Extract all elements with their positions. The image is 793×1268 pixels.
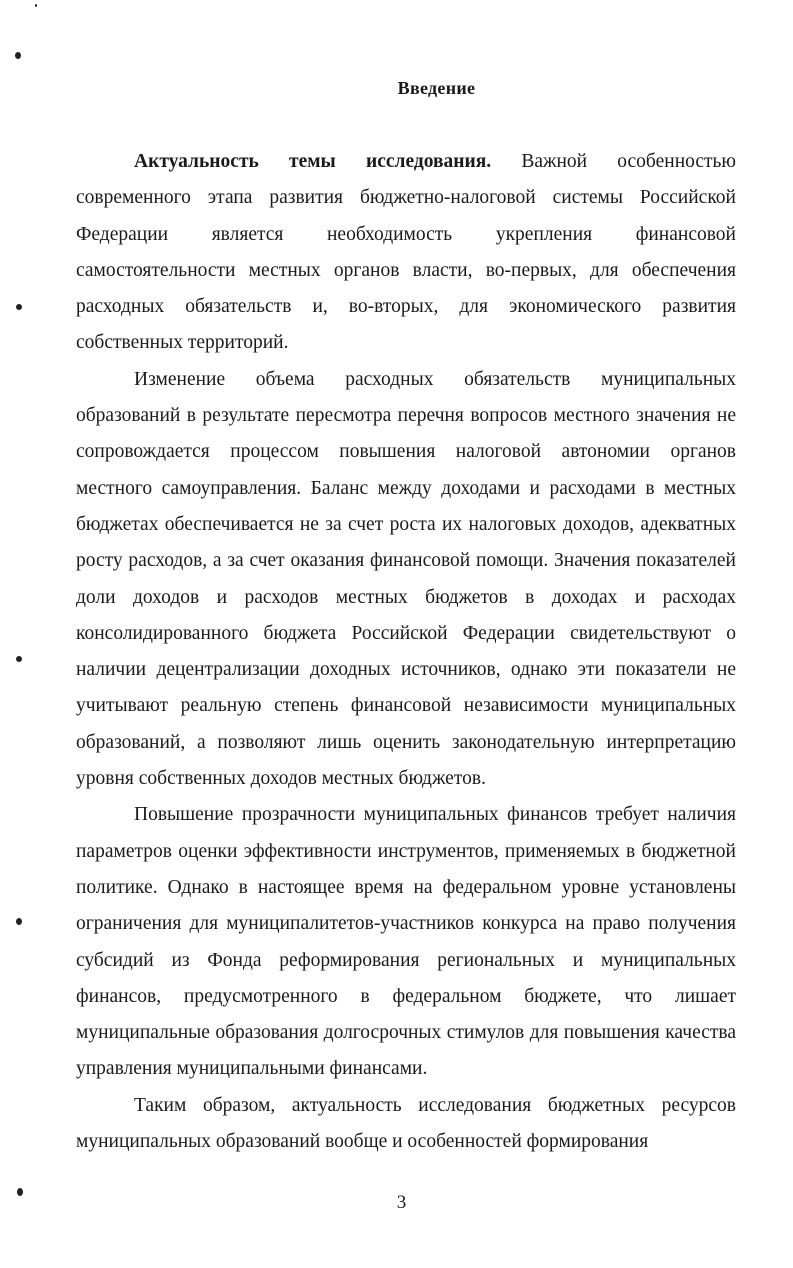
paragraph [76, 797, 736, 1087]
scan-speck [16, 304, 22, 310]
page-number: 3 [396, 1192, 407, 1213]
paragraph-text: Важной особенностью современного этапа развития бюджетно-налоговой системы Российской Федерации является необходимость укрепления финансовой самостоятельности местных органов власти, во-первых, для обеспечения расходных обязательств и, во-вторых, для экономического развития собственных территорий. [76, 151, 736, 354]
paragraph [76, 362, 736, 798]
scan-speck [15, 52, 21, 59]
paragraph-text: Изменение объема расходных обязательств муниципальных образований в результате пересмотра перечня вопросов местного значения не сопровождается процессом повышения налоговой автономии органов местного самоуправления. Баланс между доходами и расходами в местных бюджетах обеспечивается не за счет роста их налоговых доходов, адекватных росту расходов, а за счет оказания финансовой помощи. Значения показателей доли доходов и расходов местных бюджетов в доходах и расходах консолидированного бюджета Российской Федерации свидетельствуют о наличии децентрализации доходных источников, однако эти показатели не учитывают реальную степень финансовой независимости муниципальных образований, а позволяют лишь оценить законодательную интерпретацию уровня собственных доходов местных бюджетов. [76, 368, 736, 790]
paragraph [76, 144, 736, 362]
page-title: Введение [397, 78, 476, 98]
paragraph-lead: Актуальность темы исследования. [134, 151, 492, 172]
scan-speck [35, 4, 37, 7]
paragraph [76, 1088, 736, 1161]
paragraph-text: Повышение прозрачности муниципальных финансов требует наличия параметров оценки эффективности инструментов, применяемых в бюджетной политике. Однако в настоящее время на федеральном уровне установлены ограничения для муниципалитетов-участников конкурса на право получения субсидий из Фонда реформирования региональных и муниципальных финансов, предусмотренного в федеральном бюджете, что лишает муниципальные образования долгосрочных стимулов для повышения качества управления муниципальными финансами. [76, 804, 736, 1080]
paragraph-text: Таким образом, актуальность исследования бюджетных ресурсов муниципальных образований вообще и особенностей формирования [76, 1094, 736, 1153]
body-text [76, 144, 736, 1160]
scan-speck [16, 918, 22, 925]
scan-speck [16, 656, 22, 662]
